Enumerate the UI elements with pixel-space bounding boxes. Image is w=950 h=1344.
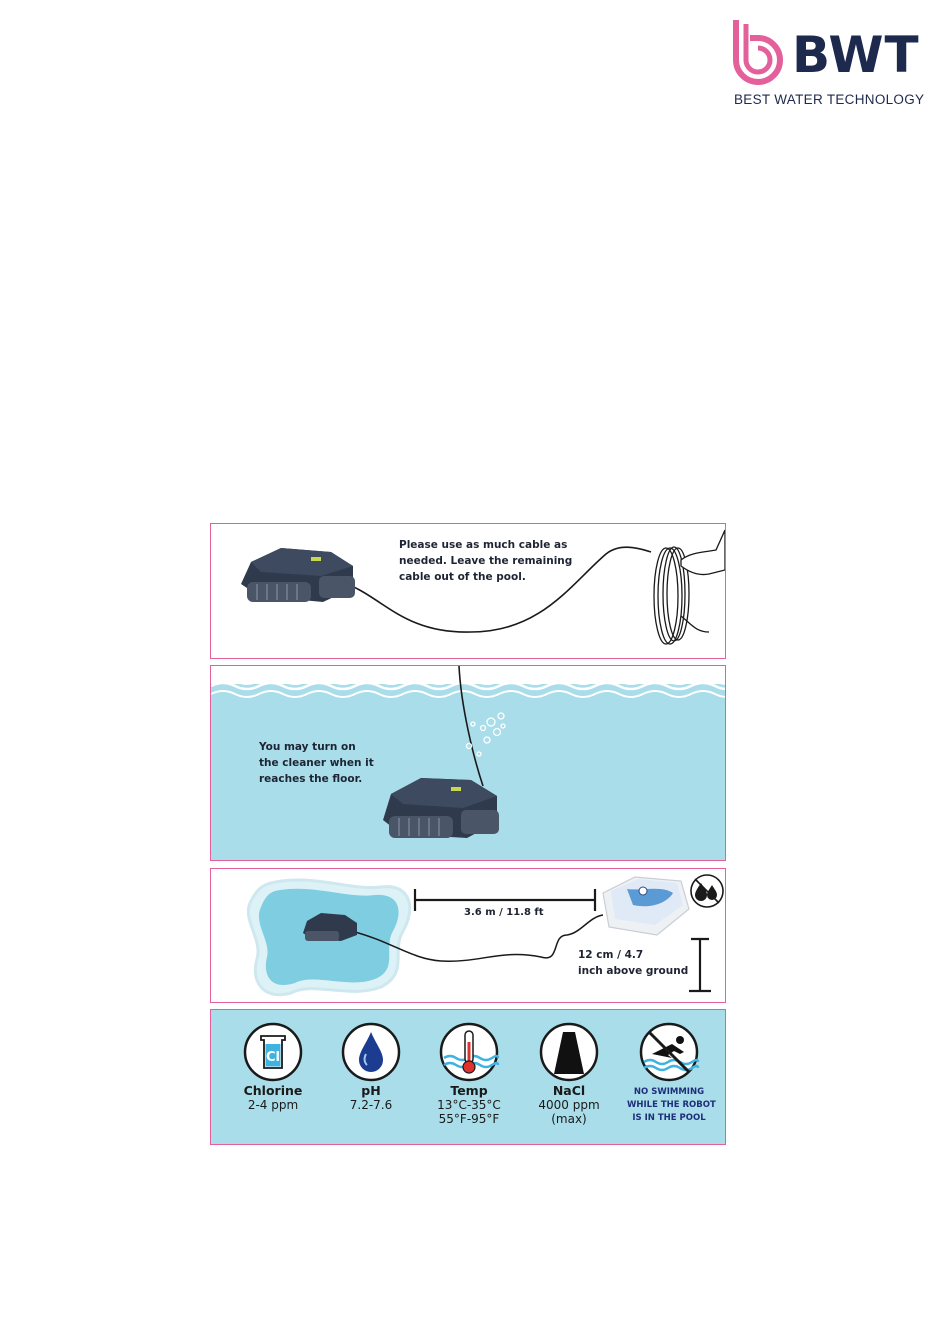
bwt-logo-mark-icon [730,16,786,88]
keep-dry-icon [691,875,723,907]
ph-item [331,1022,411,1112]
bwt-logo [728,14,938,108]
temp-item [429,1022,509,1126]
nacl-max: 4000 ppm [538,1098,600,1112]
cable-instruction: Please use as much cable as needed. Leave the remaining cable out of the pool. [399,539,573,583]
svg-text:Cl: Cl [266,1050,280,1065]
distance-label: 3.6 m / 11.8 ft [464,907,544,918]
chlorine-range: 2-4 ppm [247,1098,299,1112]
nacl-note: (max) [551,1112,587,1126]
panel-distance [210,868,726,1003]
no-swimming-warning: NO SWIMMING WHILE THE ROBOT IS IN THE POOL [627,1087,716,1123]
panel-turn-on [210,665,726,861]
pool-robot-icon [241,548,355,602]
brand-name: BWT [792,26,920,84]
chlorine-beaker-icon [242,1022,304,1082]
ph-range: 7.2-7.6 [349,1098,393,1112]
chlorine-title: Chlorine [243,1083,303,1098]
salt-pile-icon [538,1022,600,1082]
nacl-item [529,1022,609,1126]
thermometer-icon [438,1022,500,1082]
power-supply-icon [603,877,689,935]
pool-robot-icon [383,778,499,838]
turn-on-instruction: You may turn on the cleaner when it reaches the floor. [259,741,374,785]
ph-drop-icon [340,1022,402,1082]
pool-layout-illustration [211,869,726,1003]
temp-range-c: 13°C-35°C [437,1098,501,1112]
nacl-title: NaCl [552,1083,586,1098]
chlorine-item [233,1022,313,1112]
brand-tagline: BEST WATER TECHNOLOGY [734,92,925,107]
hand-icon [681,530,725,575]
no-swimming-item [627,1022,716,1125]
temp-title: Temp [450,1083,488,1098]
height-label: 12 cm / 4.7 inch above ground [578,949,689,977]
ph-title: pH [361,1083,381,1098]
panel-water-parameters [210,1009,726,1145]
no-swimming-icon [638,1022,700,1082]
temp-range-f: 55°F-95°F [438,1112,500,1126]
panel-cable [210,523,726,659]
